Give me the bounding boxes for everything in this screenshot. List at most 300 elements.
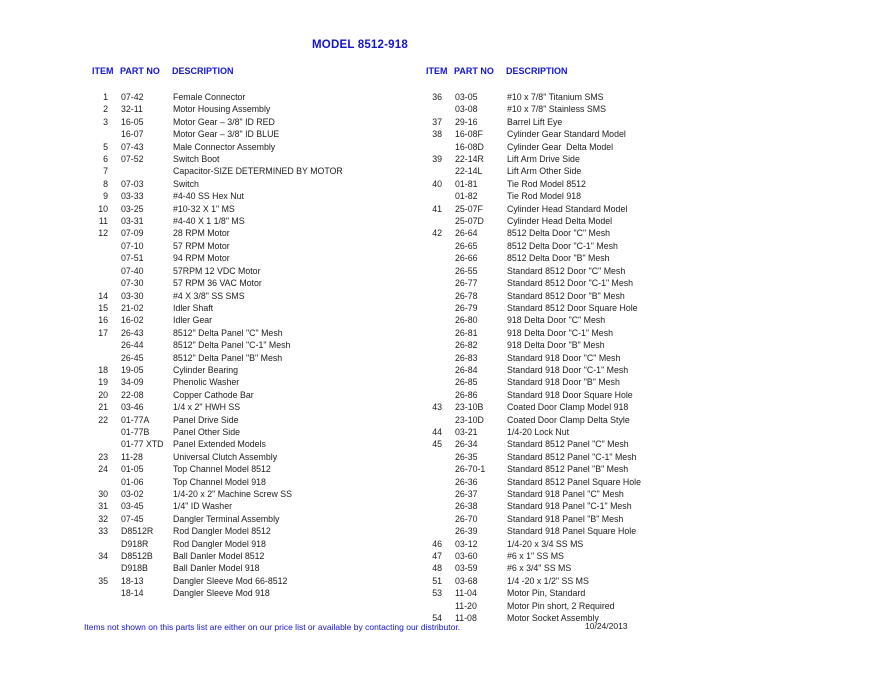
description-cell: Ball Danler Model 918 xyxy=(173,563,260,574)
description-cell: Standard 8512 Door "C" Mesh xyxy=(507,265,626,276)
table-row xyxy=(84,587,420,599)
part-number-cell: 16-08F xyxy=(455,129,483,140)
table-row xyxy=(418,153,754,165)
item-number-cell xyxy=(418,252,442,264)
table-row xyxy=(418,364,754,376)
description-cell: Standard 8512 Panel "C" Mesh xyxy=(507,439,629,450)
table-row xyxy=(84,203,420,215)
item-number-cell: 14 xyxy=(98,290,108,301)
item-number-cell xyxy=(418,352,442,364)
table-row xyxy=(84,389,420,401)
table-row xyxy=(418,240,754,252)
part-number-cell: 07-52 xyxy=(121,154,144,165)
item-number-cell xyxy=(418,525,442,537)
description-cell: Lift Arm Other Side xyxy=(507,166,582,177)
table-row xyxy=(84,488,420,500)
description-cell: Motor Gear – 3/8" ID RED xyxy=(173,116,275,127)
description-cell: Capacitor-SIZE DETERMINED BY MOTOR xyxy=(173,166,343,177)
table-row xyxy=(84,227,420,239)
part-number-cell: 01-82 xyxy=(455,191,478,202)
part-number-cell: 34-09 xyxy=(121,377,144,388)
item-number-cell xyxy=(418,277,442,289)
table-row xyxy=(84,103,420,115)
left-column-header xyxy=(92,66,234,76)
item-number-cell xyxy=(418,103,442,115)
description-cell: Cylinder Head Standard Model xyxy=(507,203,628,214)
item-number-cell: 6 xyxy=(103,154,108,165)
part-number-cell: 26-83 xyxy=(455,352,478,363)
table-row xyxy=(418,128,754,140)
table-row xyxy=(84,314,420,326)
part-number-cell: 19-05 xyxy=(121,364,144,375)
description-cell: Standard 8512 Panel "C-1" Mesh xyxy=(507,451,637,462)
table-row xyxy=(418,141,754,153)
table-row xyxy=(84,290,420,302)
description-cell: Barrel Lift Eye xyxy=(507,116,563,127)
item-number-cell xyxy=(84,562,108,574)
description-cell: Standard 8512 Panel "B" Mesh xyxy=(507,464,629,475)
table-row xyxy=(84,302,420,314)
item-number-cell xyxy=(84,352,108,364)
part-number-cell: 03-59 xyxy=(455,563,478,574)
item-number-cell xyxy=(418,414,442,426)
part-number-cell: 26-70-1 xyxy=(455,464,486,475)
item-number-cell: 47 xyxy=(432,551,442,562)
part-number-cell: 07-45 xyxy=(121,513,144,524)
table-row xyxy=(418,513,754,525)
description-cell: Standard 8512 Door "C-1" Mesh xyxy=(507,278,634,289)
table-row xyxy=(418,339,754,351)
table-row xyxy=(84,500,420,512)
description-cell: Standard 918 Panel "C" Mesh xyxy=(507,489,624,499)
item-number-cell: 54 xyxy=(432,613,442,624)
part-number-cell: 07-40 xyxy=(121,265,144,276)
table-row xyxy=(418,116,754,128)
table-row xyxy=(418,500,754,512)
description-cell: #6 x 1" SS MS xyxy=(507,551,564,562)
item-number-cell xyxy=(418,364,442,376)
table-row xyxy=(84,116,420,128)
item-number-cell xyxy=(418,165,442,177)
description-cell: 8512 Delta Door "C-1" Mesh xyxy=(507,240,618,251)
description-cell: Standard 8512 Door Square Hole xyxy=(507,302,638,313)
description-cell: Top Channel Model 8512 xyxy=(173,464,271,475)
part-number-cell: 11-20 xyxy=(455,600,477,611)
part-number-cell xyxy=(121,165,173,177)
page-title: MODEL 8512-918 xyxy=(312,39,408,51)
part-number-cell: 07-51 xyxy=(121,253,144,264)
table-row xyxy=(84,426,420,438)
item-number-cell: 21 xyxy=(98,402,108,413)
item-number-cell xyxy=(418,488,442,500)
description-column-header: DESCRIPTION xyxy=(506,66,568,76)
part-number-cell: 26-81 xyxy=(455,327,478,338)
table-row xyxy=(418,327,754,339)
part-number-cell: 16-07 xyxy=(121,129,144,140)
part-number-cell: 03-30 xyxy=(121,290,144,301)
part-number-cell: 11-04 xyxy=(455,588,477,599)
item-number-cell: 38 xyxy=(432,129,442,140)
item-number-cell xyxy=(418,500,442,512)
item-number-cell: 16 xyxy=(98,315,108,326)
item-number-cell xyxy=(84,587,108,599)
description-cell: 918 Delta Door "B" Mesh xyxy=(507,340,605,351)
table-row xyxy=(418,103,754,115)
item-number-cell xyxy=(418,215,442,227)
item-number-cell: 11 xyxy=(98,216,108,227)
description-cell: Phenolic Washer xyxy=(173,377,240,388)
part-number-cell: D918R xyxy=(121,538,149,549)
table-row xyxy=(418,277,754,289)
description-cell: Switch Boot xyxy=(173,154,220,165)
item-number-cell: 39 xyxy=(432,154,442,165)
table-row xyxy=(418,91,754,103)
item-number-cell xyxy=(84,265,108,277)
table-row xyxy=(84,525,420,537)
part-number-cell: 25-07F xyxy=(455,203,483,214)
description-cell: 8512" Delta Panel "C-1" Mesh xyxy=(173,340,291,351)
description-cell: Standard 918 Panel "C-1" Mesh xyxy=(507,501,632,512)
description-cell: Panel Other Side xyxy=(173,426,240,437)
part-number-cell: 26-43 xyxy=(121,327,144,338)
item-number-cell xyxy=(418,376,442,388)
description-cell: Coated Door Clamp Delta Style xyxy=(507,414,630,425)
description-cell: Idler Shaft xyxy=(173,302,214,313)
description-cell: Panel Extended Models xyxy=(173,439,266,450)
description-cell: #4-40 SS Hex Nut xyxy=(173,191,244,202)
description-cell: 918 Delta Door "C-1" Mesh xyxy=(507,327,613,338)
description-cell: Standard 918 Door "C" Mesh xyxy=(507,352,621,363)
description-cell: Standard 918 Panel "B" Mesh xyxy=(507,513,624,524)
table-row xyxy=(84,401,420,413)
description-cell: Dangler Sleeve Mod 66-8512 xyxy=(173,575,288,586)
part-number-cell: D8512B xyxy=(121,551,153,562)
revision-date: 10/24/2013 xyxy=(585,621,628,631)
part-number-cell: 26-80 xyxy=(455,315,478,326)
description-cell: 8512" Delta Panel "C" Mesh xyxy=(173,327,283,338)
item-number-cell: 42 xyxy=(432,228,442,239)
description-cell: Copper Cathode Bar xyxy=(173,389,254,400)
description-cell: 57RPM 12 VDC Motor xyxy=(173,265,261,276)
description-cell: 1/4 x 2" HWH SS xyxy=(173,402,241,413)
item-number-cell: 17 xyxy=(98,327,108,338)
item-number-cell xyxy=(418,290,442,302)
table-row xyxy=(418,426,754,438)
part-number-cell: 03-60 xyxy=(455,551,478,562)
item-number-cell: 46 xyxy=(432,538,442,549)
description-cell: 94 RPM Motor xyxy=(173,253,230,264)
item-number-cell: 45 xyxy=(432,439,442,450)
left-parts-table xyxy=(84,91,420,600)
item-number-cell: 53 xyxy=(432,588,442,599)
table-row xyxy=(84,562,420,574)
footer-note: Items not shown on this parts list are either on our price list or available by contacting our distributor. xyxy=(84,622,461,632)
description-cell: Lift Arm Drive Side xyxy=(507,154,580,165)
table-row xyxy=(84,215,420,227)
description-cell: #4 X 3/8" SS SMS xyxy=(173,290,245,301)
part-number-cell: 22-08 xyxy=(121,389,144,400)
item-number-cell: 35 xyxy=(98,575,108,586)
item-number-cell xyxy=(418,600,442,612)
part-number-cell: 16-05 xyxy=(121,116,144,127)
description-cell: Idler Gear xyxy=(173,315,213,326)
description-cell: 1/4-20 x 2" Machine Screw SS xyxy=(173,489,293,499)
description-cell: Top Channel Model 918 xyxy=(173,476,266,487)
item-number-cell xyxy=(418,389,442,401)
part-number-cell: 26-65 xyxy=(455,240,478,251)
description-cell: 8512 Delta Door "C" Mesh xyxy=(507,228,611,239)
part-number-cell: 07-09 xyxy=(121,228,144,239)
item-number-cell: 36 xyxy=(432,92,442,102)
description-cell: 1/4" ID Washer xyxy=(173,501,233,512)
description-cell: Female Connector xyxy=(173,92,246,102)
item-number-cell xyxy=(84,277,108,289)
table-row xyxy=(84,538,420,550)
part-number-cell: 03-21 xyxy=(455,426,478,437)
item-number-cell: 18 xyxy=(98,364,108,375)
item-number-cell: 2 xyxy=(103,104,108,115)
table-row xyxy=(418,476,754,488)
description-cell: Coated Door Clamp Model 918 xyxy=(507,402,629,413)
table-row xyxy=(418,376,754,388)
part-number-cell: 26-77 xyxy=(455,278,478,289)
item-number-cell: 8 xyxy=(103,178,108,189)
item-number-cell xyxy=(84,240,108,252)
item-number-cell: 1 xyxy=(103,92,108,102)
item-number-cell: 51 xyxy=(432,575,442,586)
table-row xyxy=(418,463,754,475)
description-cell: Cylinder Bearing xyxy=(173,364,239,375)
description-cell: Universal Clutch Assembly xyxy=(173,451,278,462)
item-number-cell xyxy=(418,240,442,252)
table-row xyxy=(84,165,420,177)
part-number-cell: 29-16 xyxy=(455,116,478,127)
part-number-cell: 03-33 xyxy=(121,191,144,202)
part-number-cell: 26-64 xyxy=(455,228,478,239)
description-cell: 28 RPM Motor xyxy=(173,228,230,239)
description-cell: 1/4 -20 x 1/2" SS MS xyxy=(507,575,589,586)
item-number-cell: 33 xyxy=(98,526,108,537)
item-number-cell: 44 xyxy=(432,426,442,437)
part-number-cell: 03-68 xyxy=(455,575,478,586)
table-row xyxy=(84,575,420,587)
part-number-cell: 26-37 xyxy=(455,489,478,499)
part-number-cell: D8512R xyxy=(121,526,154,537)
description-cell: Male Connector Assembly xyxy=(173,141,276,152)
part-number-cell: 11-28 xyxy=(121,451,143,462)
description-cell: Standard 918 Door Square Hole xyxy=(507,389,633,400)
part-number-cell: 01-77B xyxy=(121,426,150,437)
table-row xyxy=(84,513,420,525)
part-number-cell: 26-36 xyxy=(455,476,478,487)
part-number-cell: 26-82 xyxy=(455,340,478,351)
table-row xyxy=(418,575,754,587)
table-row xyxy=(418,178,754,190)
part-number-cell: 03-12 xyxy=(455,538,478,549)
item-number-cell: 12 xyxy=(98,228,108,239)
item-number-cell: 23 xyxy=(98,451,108,462)
item-number-cell xyxy=(84,339,108,351)
part-number-cell: 16-08D xyxy=(455,141,484,152)
table-row xyxy=(84,153,420,165)
item-number-cell xyxy=(84,438,108,450)
description-cell: Switch xyxy=(173,178,199,189)
description-cell: Standard 918 Door "C-1" Mesh xyxy=(507,364,629,375)
table-row xyxy=(84,364,420,376)
description-cell: Dangler Terminal Assembly xyxy=(173,513,280,524)
table-row xyxy=(418,525,754,537)
item-number-cell xyxy=(84,426,108,438)
part-number-cell: 03-08 xyxy=(455,104,478,115)
part-number-cell: 26-85 xyxy=(455,377,478,388)
part-number-cell: 03-02 xyxy=(121,489,144,499)
part-number-cell: 01-06 xyxy=(121,476,144,487)
item-number-cell xyxy=(418,190,442,202)
part-number-cell: 32-11 xyxy=(121,104,143,115)
part-number-cell: 26-35 xyxy=(455,451,478,462)
part-number-cell: 07-10 xyxy=(121,240,144,251)
item-number-cell xyxy=(418,327,442,339)
part-number-cell: 11-08 xyxy=(455,613,477,624)
part-number-cell: 03-45 xyxy=(121,501,144,512)
item-number-cell: 9 xyxy=(103,191,108,202)
description-cell: #10 x 7/8" Stainless SMS xyxy=(507,104,606,115)
part-number-cell: 26-84 xyxy=(455,364,478,375)
description-cell: Standard 918 Door "B" Mesh xyxy=(507,377,620,388)
item-number-cell: 24 xyxy=(98,464,108,475)
table-row xyxy=(418,538,754,550)
part-number-cell: 01-81 xyxy=(455,178,478,189)
table-row xyxy=(84,414,420,426)
item-number-cell xyxy=(84,252,108,264)
part-number-cell: 01-77A xyxy=(121,414,150,425)
table-row xyxy=(84,327,420,339)
description-cell: Tie Rod Model 918 xyxy=(507,191,582,202)
table-row xyxy=(84,438,420,450)
part-number-cell: 26-45 xyxy=(121,352,144,363)
table-row xyxy=(84,265,420,277)
description-cell: 1/4-20 Lock Nut xyxy=(507,426,570,437)
table-row xyxy=(418,252,754,264)
table-row xyxy=(84,277,420,289)
part-number-cell: 26-38 xyxy=(455,501,478,512)
table-row xyxy=(84,141,420,153)
part-number-cell: 26-70 xyxy=(455,513,478,524)
table-row xyxy=(84,376,420,388)
part-number-cell: 16-02 xyxy=(121,315,144,326)
table-row xyxy=(418,562,754,574)
table-row xyxy=(418,215,754,227)
item-number-cell: 19 xyxy=(98,377,108,388)
table-row xyxy=(418,600,754,612)
table-row xyxy=(418,302,754,314)
item-number-cell xyxy=(418,463,442,475)
description-cell: Motor Socket Assembly xyxy=(507,613,599,624)
part-no-column-header: PART NO xyxy=(454,66,494,76)
table-row xyxy=(418,389,754,401)
table-row xyxy=(84,128,420,140)
part-number-cell: D918B xyxy=(121,563,148,574)
part-number-cell: 03-05 xyxy=(455,92,478,102)
description-cell: Motor Pin short, 2 Required xyxy=(507,600,615,611)
table-row xyxy=(418,401,754,413)
description-cell: Standard 8512 Panel Square Hole xyxy=(507,476,642,487)
description-cell: #10-32 X 1" MS xyxy=(173,203,235,214)
description-cell: 57 RPM Motor xyxy=(173,240,230,251)
description-cell: Cylinder Head Delta Model xyxy=(507,216,613,227)
description-cell: Dangler Sleeve Mod 918 xyxy=(173,588,270,599)
part-number-cell: 26-78 xyxy=(455,290,478,301)
description-cell: Cylinder Gear Standard Model xyxy=(507,129,626,140)
table-row xyxy=(418,165,754,177)
part-number-cell: 07-30 xyxy=(121,278,144,289)
item-number-cell: 37 xyxy=(432,116,442,127)
table-row xyxy=(418,550,754,562)
table-row xyxy=(418,265,754,277)
item-number-cell: 10 xyxy=(98,203,108,214)
table-row xyxy=(84,352,420,364)
table-row xyxy=(418,587,754,599)
part-number-cell: 26-44 xyxy=(121,340,144,351)
table-row xyxy=(84,178,420,190)
item-column-header: ITEM xyxy=(92,66,114,76)
item-number-cell: 48 xyxy=(432,563,442,574)
table-row xyxy=(418,451,754,463)
table-row xyxy=(84,91,420,103)
part-number-cell: 26-34 xyxy=(455,439,478,450)
part-number-cell: 23-10B xyxy=(455,402,484,413)
table-row xyxy=(84,451,420,463)
table-row xyxy=(418,203,754,215)
part-number-cell: 26-79 xyxy=(455,302,478,313)
item-number-cell: 40 xyxy=(432,178,442,189)
part-number-cell: 07-42 xyxy=(121,92,144,102)
part-number-cell: 22-14L xyxy=(455,166,483,177)
table-row xyxy=(418,314,754,326)
description-column-header: DESCRIPTION xyxy=(172,66,234,76)
part-number-cell: 22-14R xyxy=(455,154,484,165)
item-number-cell xyxy=(418,339,442,351)
item-number-cell: 30 xyxy=(98,489,108,499)
item-number-cell xyxy=(418,314,442,326)
table-row xyxy=(418,190,754,202)
description-cell: Standard 918 Panel Square Hole xyxy=(507,526,637,537)
description-cell: Panel Drive Side xyxy=(173,414,239,425)
item-number-cell: 43 xyxy=(432,402,442,413)
part-number-cell: 26-66 xyxy=(455,253,478,264)
part-number-cell: 18-13 xyxy=(121,575,144,586)
table-row xyxy=(418,290,754,302)
description-cell: 57 RPM 36 VAC Motor xyxy=(173,278,262,289)
description-cell: Motor Gear – 3/8" ID BLUE xyxy=(173,129,280,140)
table-row xyxy=(418,352,754,364)
table-row xyxy=(418,414,754,426)
description-cell: Rod Dangler Model 918 xyxy=(173,538,266,549)
table-row xyxy=(84,476,420,488)
part-number-cell: 03-46 xyxy=(121,402,144,413)
description-cell: #4-40 X 1 1/8" MS xyxy=(173,216,245,227)
table-row xyxy=(84,252,420,264)
item-number-cell: 20 xyxy=(98,389,108,400)
part-number-cell: 07-43 xyxy=(121,141,144,152)
table-row xyxy=(84,463,420,475)
description-cell: 8512 Delta Door "B" Mesh xyxy=(507,253,610,264)
table-row xyxy=(84,240,420,252)
table-row xyxy=(84,190,420,202)
table-row xyxy=(418,227,754,239)
table-row xyxy=(418,488,754,500)
item-number-cell xyxy=(418,265,442,277)
